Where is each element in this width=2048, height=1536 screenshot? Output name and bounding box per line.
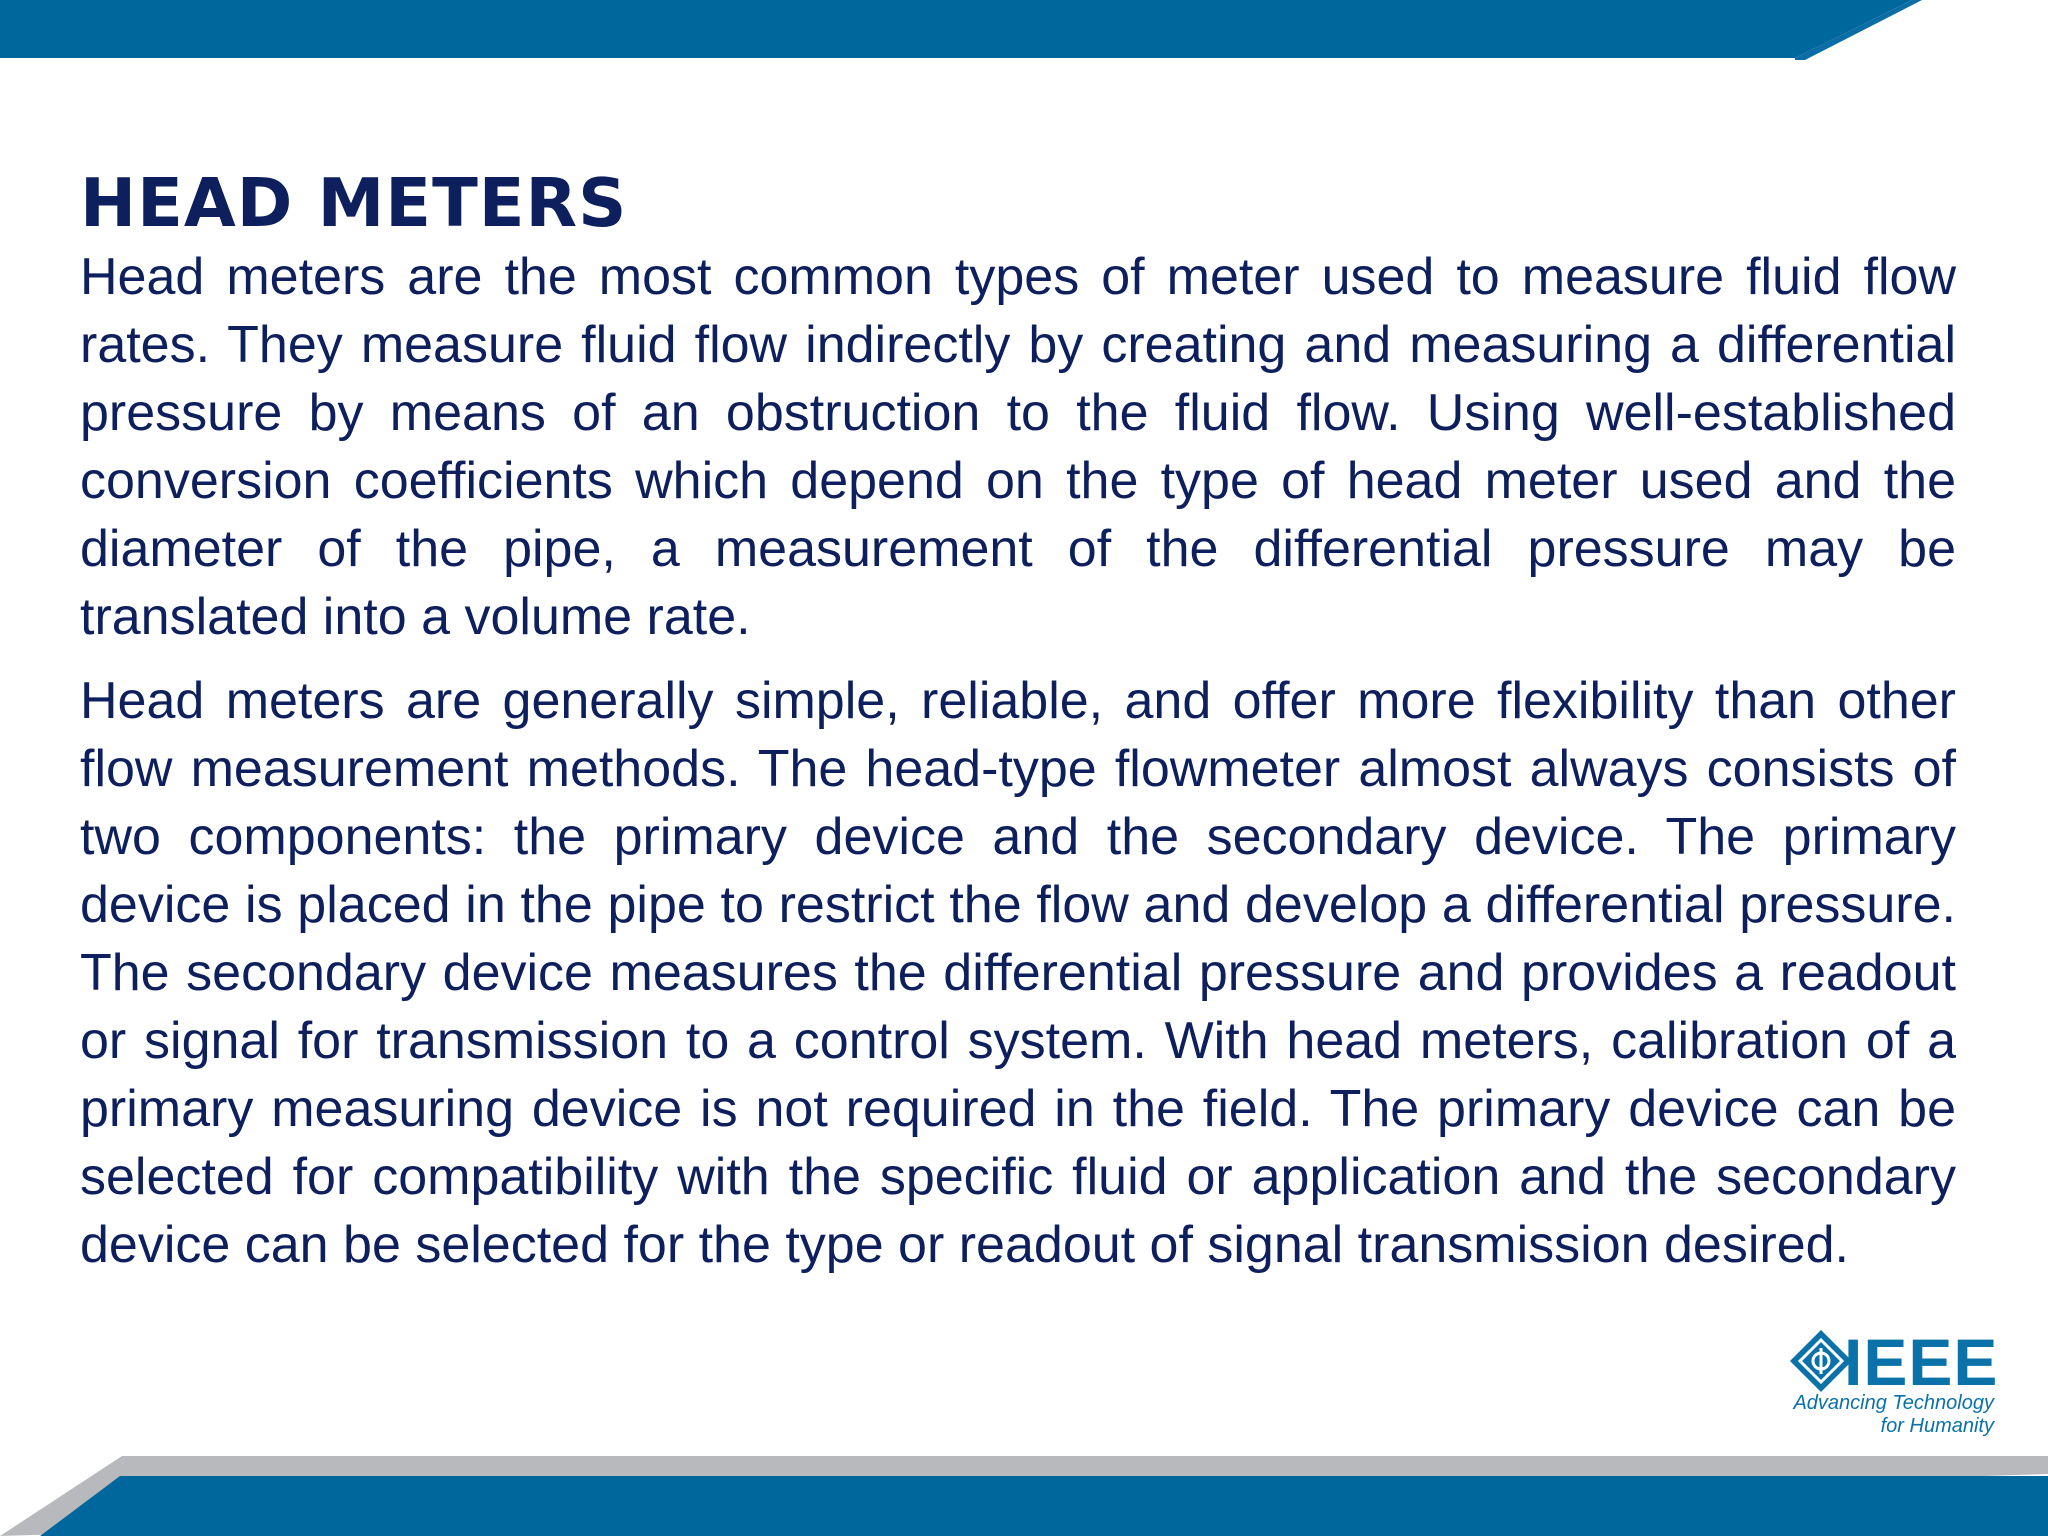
top-header-band [0, 0, 2048, 60]
ieee-logo [1788, 1324, 2002, 1442]
paragraph-1: Head meters are the most common types of meter used to measure fluid flow rates. They measure fluid flow indirectly by creating and measuring a differential pressure by means of an obstruction to the fluid flow. Using well-established conversion coefficients which depend on the type of head meter used and the diameter of the pipe, a measurement of the differential pressure may be translated into a volume rate. [80, 248, 1956, 646]
ieee-tagline-line-1: Advancing Technology [1793, 1392, 1994, 1414]
slide-body [80, 243, 1956, 1279]
paragraph-2: Head meters are generally simple, reliable, and offer more flexibility than other flow measurement methods. The head-type flowmeter almost always consists of two components: the primary device and the secondary device. The primary device is placed in the pipe to restrict the flow and develop a differential pressure. The secondary device measures the differential pressure and provides a readout or signal for transmission to a control system. With head meters, calibration of a primary measuring device is not required in the field. The primary device can be selected for compatibility with the specific fluid or application and the secondary device can be selected for the type or readout of signal transmission desired. [80, 672, 1956, 1274]
ieee-tagline-line-2: for Humanity [1880, 1415, 1994, 1437]
ieee-tagline [1754, 1392, 1994, 1438]
bottom-footer-band [0, 1456, 2048, 1536]
ieee-wordmark: IEEE [1844, 1325, 1999, 1399]
slide-title: HEAD METERS [80, 164, 628, 242]
